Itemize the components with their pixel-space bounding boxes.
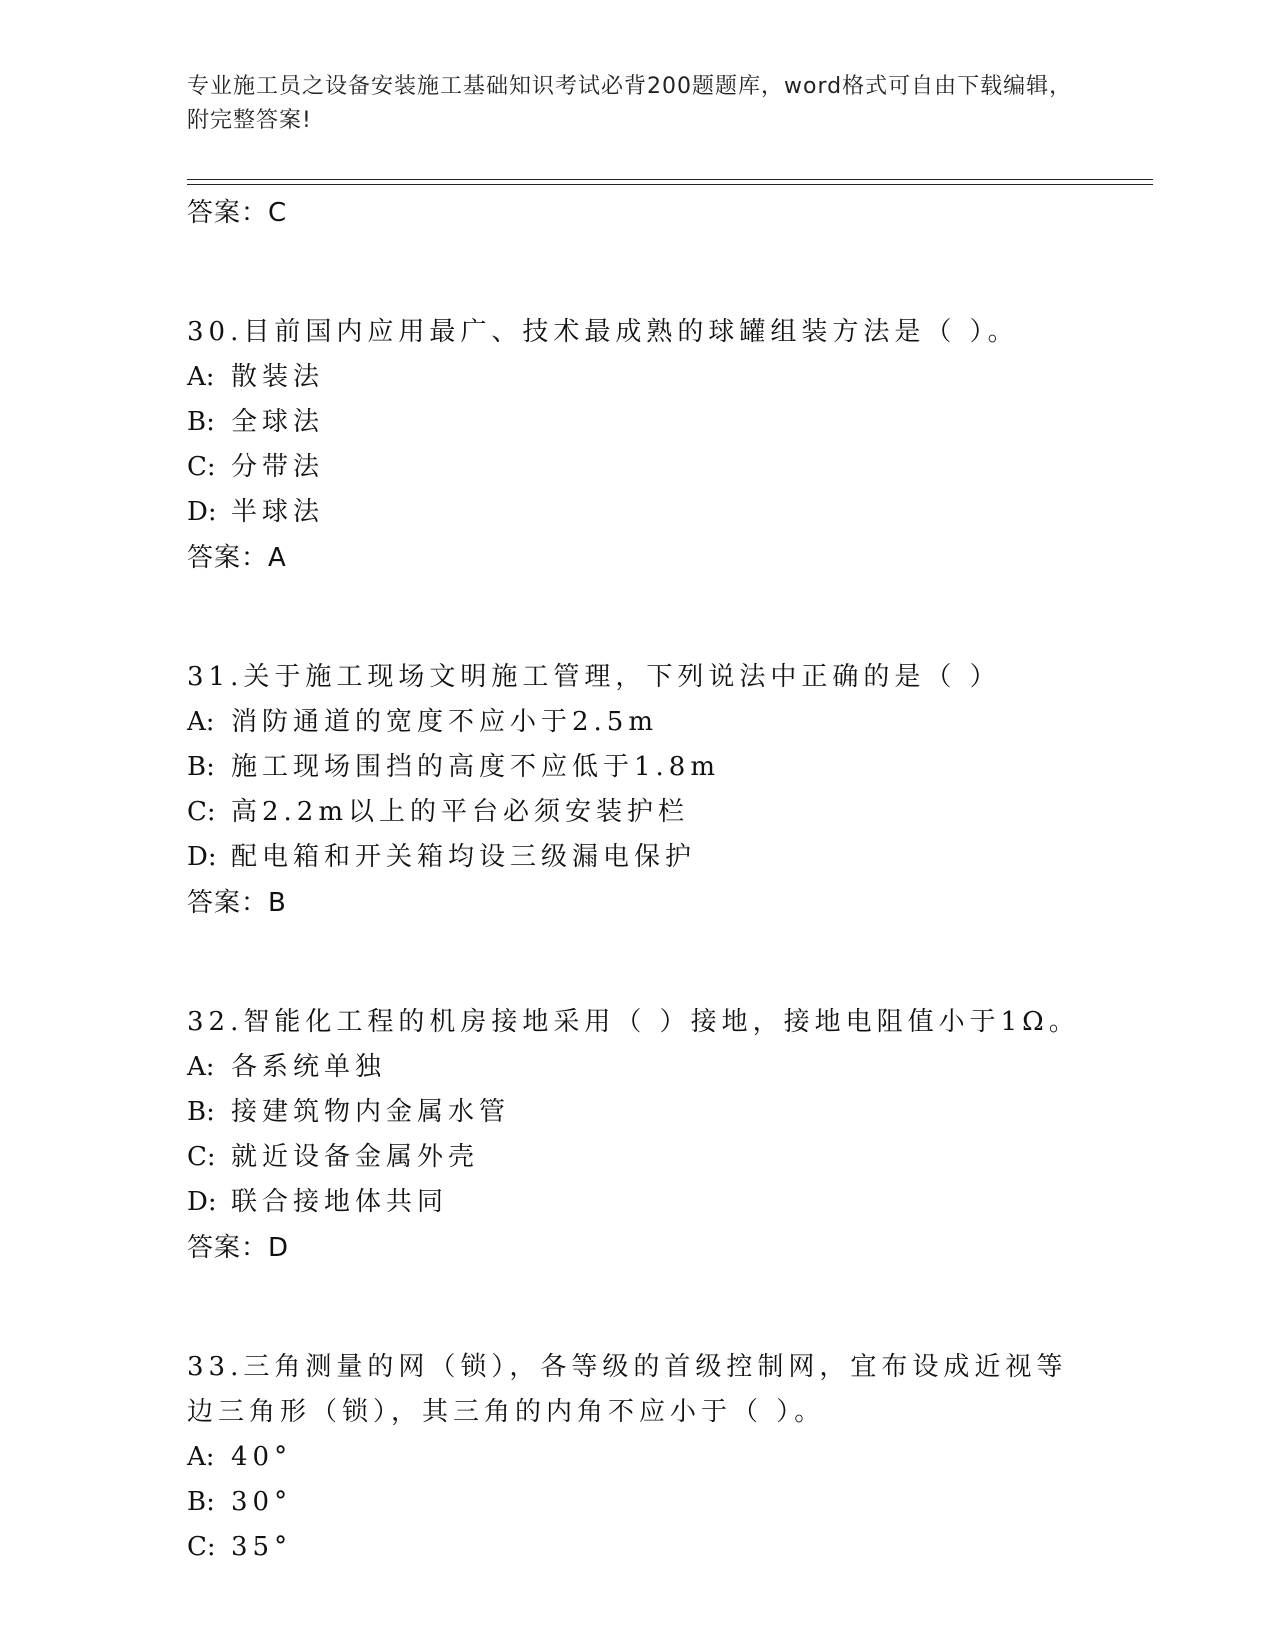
option-a [187, 1045, 1147, 1090]
option-label: A: [187, 707, 215, 737]
option-label: B: [187, 752, 215, 782]
question-text: 31.关于施工现场文明施工管理，下列说法中正确的是（ ） [187, 662, 1001, 692]
option-label: C: [187, 1142, 216, 1172]
option-c [187, 790, 1147, 835]
option-text: 半球法 [231, 497, 325, 527]
option-text: 高2.2m以上的平台必须安装护栏 [231, 797, 690, 827]
option-b [187, 1480, 1147, 1525]
header-title: 专业施工员之设备安装施工基础知识考试必背200题题库，word格式可自由下载编辑，附完整答案! [187, 74, 1073, 133]
option-a [187, 355, 1147, 400]
option-text: 40° [231, 1442, 293, 1472]
question-block [187, 1345, 1147, 1570]
option-d [187, 1180, 1147, 1225]
option-label: B: [187, 1487, 215, 1517]
option-b [187, 400, 1147, 445]
question-block [187, 655, 1147, 926]
option-b [187, 745, 1147, 790]
option-text: 联合接地体共同 [231, 1187, 449, 1217]
option-label: A: [187, 1442, 215, 1472]
option-label: A: [187, 362, 215, 392]
option-text: 就近设备金属外壳 [231, 1142, 480, 1172]
document-header [187, 70, 1087, 138]
question-block [187, 1000, 1147, 1271]
option-label: B: [187, 407, 215, 437]
option-b [187, 1090, 1147, 1135]
option-a [187, 700, 1147, 745]
option-text: 各系统单独 [231, 1052, 387, 1082]
option-label: D: [187, 497, 217, 527]
question-list [187, 190, 1147, 1570]
option-text: 30° [231, 1487, 293, 1517]
option-d [187, 835, 1147, 880]
answer-line: 答案：B [187, 888, 287, 918]
option-text: 施工现场围挡的高度不应低于1.8m [231, 752, 721, 782]
answer-line: 答案：D [187, 1233, 290, 1263]
option-label: C: [187, 797, 216, 827]
option-label: B: [187, 1097, 215, 1127]
option-text: 全球法 [231, 407, 325, 437]
answer-line: 答案：A [187, 543, 287, 573]
question-text: 33.三角测量的网（锁），各等级的首级控制网，宜布设成近视等边三角形（锁），其三角的内角不应小于（ ）。 [187, 1352, 1068, 1427]
question-block [187, 310, 1147, 581]
option-label: A: [187, 1052, 215, 1082]
answer-line: 答案：C [187, 198, 288, 228]
header-divider-top [187, 179, 1153, 180]
option-text: 35° [231, 1532, 293, 1562]
option-label: D: [187, 842, 217, 872]
option-label: D: [187, 1187, 217, 1217]
option-a [187, 1435, 1147, 1480]
option-c [187, 1135, 1147, 1180]
option-text: 配电箱和开关箱均设三级漏电保护 [231, 842, 697, 872]
header-divider-bottom [187, 184, 1153, 185]
option-d [187, 490, 1147, 535]
option-label: C: [187, 1532, 216, 1562]
question-text: 30.目前国内应用最广、技术最成熟的球罐组装方法是（ ）。 [187, 317, 1019, 347]
option-c [187, 1525, 1147, 1570]
option-c [187, 445, 1147, 490]
option-text: 消防通道的宽度不应小于2.5m [231, 707, 659, 737]
option-label: C: [187, 452, 216, 482]
option-text: 散装法 [231, 362, 325, 392]
question-text: 32.智能化工程的机房接地采用（ ）接地，接地电阻值小于1Ω。 [187, 1007, 1080, 1037]
option-text: 接建筑物内金属水管 [231, 1097, 511, 1127]
option-text: 分带法 [231, 452, 325, 482]
